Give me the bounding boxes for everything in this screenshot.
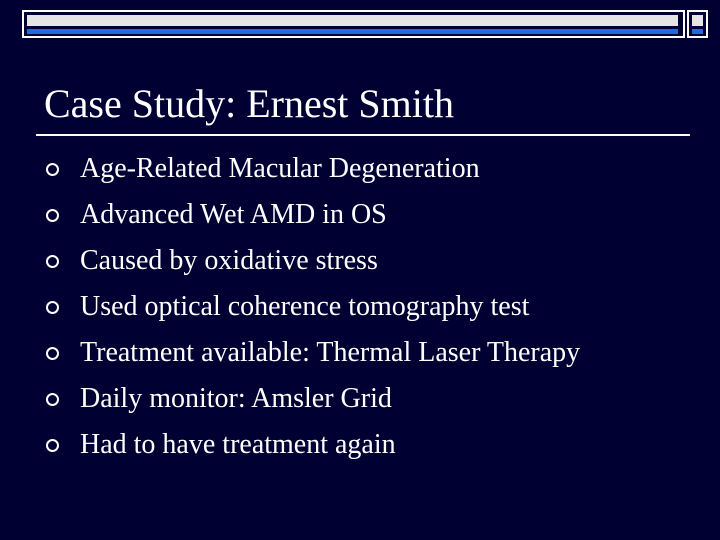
- bullet-text: Age-Related Macular Degeneration: [80, 153, 480, 184]
- hollow-circle-bullet-icon: [46, 347, 59, 360]
- bullet-text: Treatment available: Thermal Laser Therapy: [80, 337, 581, 368]
- corner-square-blue-stripe: [692, 29, 703, 34]
- hollow-circle-bullet-icon: [46, 393, 59, 406]
- hollow-circle-bullet-icon: [46, 301, 59, 314]
- bullet-item: [44, 376, 580, 422]
- hollow-circle-bullet-icon: [46, 209, 59, 222]
- bullet-item: [44, 330, 580, 376]
- bullet-text: Caused by oxidative stress: [80, 245, 378, 276]
- bullet-item: [44, 192, 580, 238]
- decorative-top-bar: [22, 10, 685, 38]
- bullet-item: [44, 146, 580, 192]
- bullet-item: [44, 284, 580, 330]
- bullet-text: Daily monitor: Amsler Grid: [80, 383, 392, 414]
- corner-square-light-stripe: [692, 15, 703, 26]
- hollow-circle-bullet-icon: [46, 439, 59, 452]
- slide-title: Case Study: Ernest Smith: [44, 81, 454, 126]
- bullet-text: Used optical coherence tomography test: [80, 291, 530, 322]
- bullet-item: [44, 238, 580, 284]
- decorative-corner-square: [687, 10, 708, 38]
- hollow-circle-bullet-icon: [46, 163, 59, 176]
- bullet-text: Advanced Wet AMD in OS: [80, 199, 387, 230]
- bullet-list: [44, 146, 580, 468]
- top-bar-light-stripe: [27, 15, 678, 26]
- top-bar-blue-stripe: [27, 29, 678, 34]
- title-divider: [36, 134, 690, 136]
- bullet-text: Had to have treatment again: [80, 429, 396, 460]
- bullet-item: [44, 422, 580, 468]
- hollow-circle-bullet-icon: [46, 255, 59, 268]
